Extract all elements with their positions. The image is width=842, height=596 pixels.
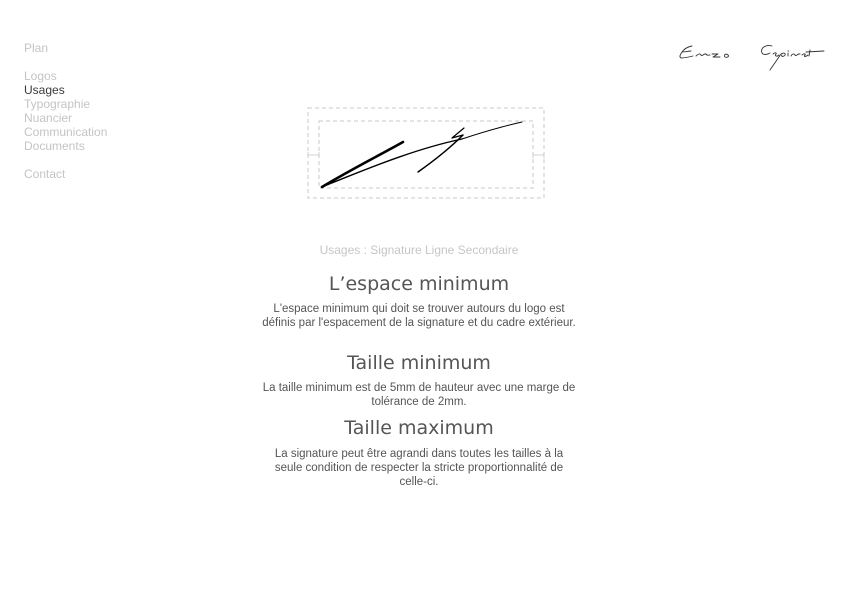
- signature-logo-icon[interactable]: [678, 40, 826, 72]
- nav-item-typographie[interactable]: Typographie: [24, 97, 91, 111]
- section-body-taille-minimum: La taille minimum est de 5mm de hauteur avec une marge de tolérance de 2mm.: [262, 382, 576, 408]
- clear-space-diagram: [300, 100, 552, 208]
- section-body-taille-maximum: La signature peut être agrandi dans toutes les tailles à la seule condition de respecter la stricte proportionnalité de celle-ci.: [274, 448, 564, 488]
- section-body-espace-minimum: L'espace minimum qui doit se trouver autours du logo est définis par l'espacement de la signature et du cadre extérieur.: [262, 303, 576, 329]
- section-title-taille-minimum: Taille minimum: [347, 352, 491, 374]
- signature-mark-icon: [322, 122, 522, 187]
- nav-item-usages[interactable]: Usages: [24, 83, 65, 97]
- nav-item-documents[interactable]: Documents: [24, 139, 85, 153]
- main-content: [260, 243, 578, 489]
- nav-item-nuancier[interactable]: Nuancier: [24, 111, 73, 125]
- sidebar-nav: [24, 41, 164, 181]
- page-subtitle: Usages : Signature Ligne Secondaire: [319, 243, 519, 257]
- nav-item-logos[interactable]: Logos: [24, 69, 57, 83]
- spacing-marker-right: [533, 152, 544, 158]
- inner-dashed-frame: [319, 121, 533, 188]
- nav-item-communication[interactable]: Communication: [24, 125, 108, 139]
- section-title-taille-maximum: Taille maximum: [344, 417, 494, 439]
- nav-spacer: [24, 55, 164, 69]
- section-title-espace-minimum: L’espace minimum: [328, 273, 510, 295]
- nav-item-contact[interactable]: Contact: [24, 167, 66, 181]
- nav-item-plan[interactable]: Plan: [24, 41, 49, 55]
- spacing-marker-left: [308, 152, 319, 158]
- nav-spacer: [24, 153, 164, 167]
